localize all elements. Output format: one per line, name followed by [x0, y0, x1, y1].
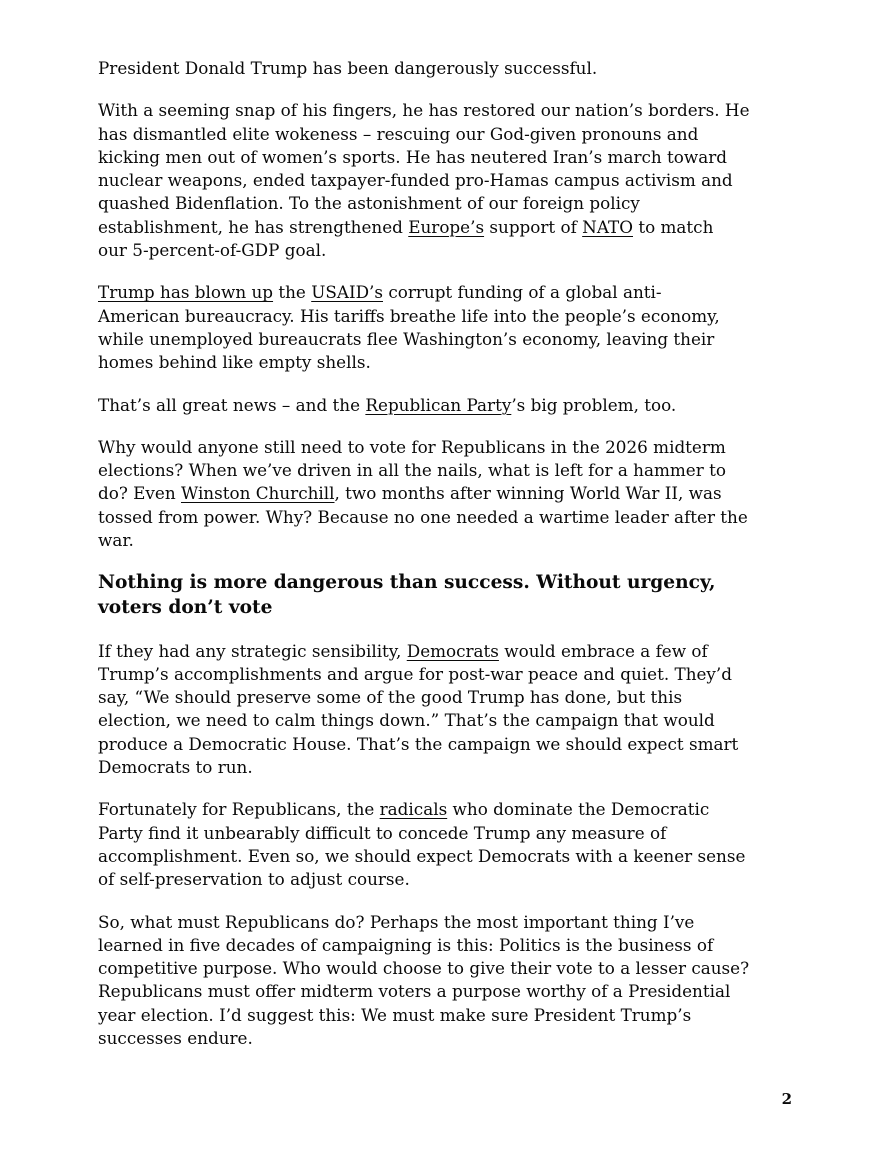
text-line	[98, 911, 798, 934]
text-line	[98, 596, 798, 621]
text-run: do? Even	[98, 483, 181, 504]
text-run: homes behind like empty shells.	[98, 352, 371, 373]
hyperlink[interactable]: USAID’s	[311, 282, 383, 303]
text-run: successes endure.	[98, 1027, 253, 1048]
text-run: to match	[633, 216, 714, 237]
text-run: Republicans must offer midterm voters a purpose worthy of a Presidential	[98, 981, 731, 1002]
text-line	[98, 934, 798, 957]
text-line	[98, 394, 798, 417]
text-line	[98, 845, 798, 868]
paragraph	[98, 798, 798, 891]
text-line	[98, 709, 798, 732]
text-run: establishment, he has strengthened	[98, 216, 409, 237]
hyperlink[interactable]: Trump has blown up	[98, 282, 274, 303]
text-line	[98, 328, 798, 351]
text-run: corrupt funding of a global anti-	[383, 282, 662, 303]
text-run: With a seeming snap of his fingers, he has restored our nation’s borders. He	[98, 100, 750, 121]
text-run: of self-preservation to adjust course.	[98, 869, 410, 890]
text-run: President Donald Trump has been dangerously successful.	[98, 58, 598, 78]
text-run: Democrats to run.	[98, 757, 253, 778]
text-line	[98, 281, 798, 304]
text-run: Nothing is more dangerous than success. Without urgency,	[98, 572, 716, 594]
text-run: That’s all great news – and the	[98, 394, 366, 415]
paragraph	[98, 394, 798, 417]
paragraph	[98, 640, 798, 780]
hyperlink[interactable]: radicals	[379, 799, 448, 820]
text-run: Party find it unbearably difficult to concede Trump any measure of	[98, 822, 667, 843]
paragraph	[98, 281, 798, 374]
text-line	[98, 99, 798, 122]
text-run: support of	[484, 216, 583, 237]
text-run: If they had any strategic sensibility,	[98, 640, 407, 661]
text-line	[98, 571, 798, 596]
text-run: year election. I’d suggest this: We must make sure President Trump’s	[98, 1004, 692, 1025]
text-run: the	[273, 282, 312, 303]
text-line	[98, 868, 798, 891]
paragraph	[98, 436, 798, 552]
text-line	[98, 957, 798, 980]
text-line	[98, 756, 798, 779]
text-run: quashed Bidenflation. To the astonishment of our foreign policy	[98, 193, 640, 214]
text-line	[98, 980, 798, 1003]
text-run: our 5-percent-of-GDP goal.	[98, 240, 327, 261]
text-run: would embrace a few of	[498, 640, 708, 661]
page-number: 2	[781, 1090, 792, 1108]
text-run: elections? When we’ve driven in all the nails, what is left for a hammer to	[98, 460, 726, 481]
text-line	[98, 436, 798, 459]
paragraph	[98, 911, 798, 1051]
text-line	[98, 123, 798, 146]
text-line	[98, 686, 798, 709]
text-line	[98, 305, 798, 328]
text-run: who dominate the Democratic	[447, 799, 710, 820]
hyperlink[interactable]: Democrats	[406, 640, 499, 661]
text-run: Trump’s accomplishments and argue for post-war peace and quiet. They’d	[98, 663, 732, 684]
text-line	[98, 529, 798, 552]
text-run: election, we need to calm things down.” That’s the campaign that would	[98, 710, 715, 731]
text-line	[98, 733, 798, 756]
text-run: while unemployed bureaucrats flee Washington’s economy, leaving their	[98, 328, 715, 349]
text-line	[98, 169, 798, 192]
text-line	[98, 146, 798, 169]
text-run: Why would anyone still need to vote for Republicans in the 2026 midterm	[98, 436, 726, 457]
text-line	[98, 57, 798, 80]
text-run: ’s big problem, too.	[511, 394, 677, 415]
text-line	[98, 239, 798, 262]
text-line	[98, 506, 798, 529]
text-line	[98, 192, 798, 215]
text-run: produce a Democratic House. That’s the campaign we should expect smart	[98, 733, 739, 754]
text-line	[98, 459, 798, 482]
text-run: competitive purpose. Who would choose to give their vote to a lesser cause?	[98, 958, 750, 979]
text-line	[98, 482, 798, 505]
hyperlink[interactable]: NATO	[582, 216, 633, 237]
text-run: , two months after winning World War II, was	[334, 483, 722, 504]
hyperlink[interactable]: Winston Churchill	[180, 483, 335, 504]
text-line	[98, 1004, 798, 1027]
text-run: kicking men out of women’s sports. He has neutered Iran’s march toward	[98, 146, 727, 167]
section-heading	[98, 571, 798, 620]
text-run: voters don’t vote	[98, 596, 273, 618]
text-run: So, what must Republicans do? Perhaps the most important thing I’ve	[98, 911, 695, 932]
text-run: accomplishment. Even so, we should expect Democrats with a keener sense	[98, 845, 746, 866]
text-run: war.	[98, 530, 134, 551]
document-body	[98, 57, 798, 1069]
paragraph	[98, 99, 798, 262]
text-line	[98, 798, 798, 821]
text-run: learned in five decades of campaigning is this: Politics is the business of	[98, 934, 714, 955]
text-run: Fortunately for Republicans, the	[98, 799, 380, 820]
text-line	[98, 640, 798, 663]
text-run: nuclear weapons, ended taxpayer-funded pro-Hamas campus activism and	[98, 170, 733, 191]
hyperlink[interactable]: Republican Party	[365, 394, 512, 415]
hyperlink[interactable]: Europe’s	[408, 216, 485, 237]
text-line	[98, 663, 798, 686]
text-line	[98, 216, 798, 239]
text-run: say, “We should preserve some of the good Trump has done, but this	[98, 687, 683, 708]
paragraph	[98, 57, 798, 80]
text-line	[98, 822, 798, 845]
text-line	[98, 351, 798, 374]
text-run: American bureaucracy. His tariffs breathe life into the people’s economy,	[98, 305, 720, 326]
text-run: has dismantled elite wokeness – rescuing our God-given pronouns and	[98, 123, 699, 144]
text-run: tossed from power. Why? Because no one needed a wartime leader after the	[98, 506, 748, 527]
text-line	[98, 1027, 798, 1050]
